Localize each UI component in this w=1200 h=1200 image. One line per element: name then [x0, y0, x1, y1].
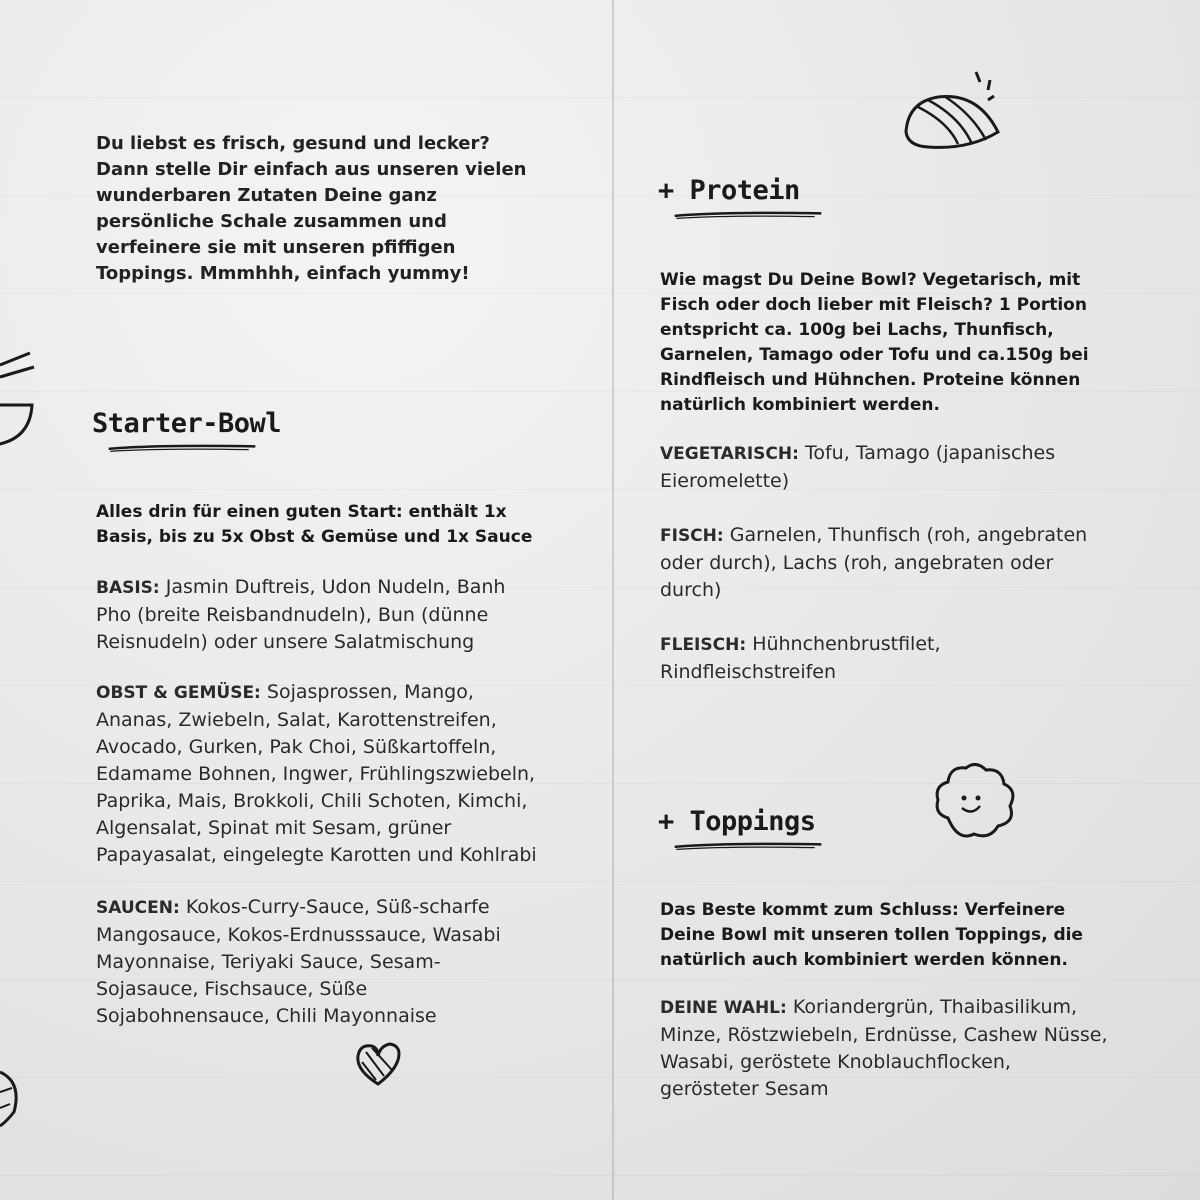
intro-text: Du liebst es frisch, gesund und lecker? Dann stelle Dir einfach aus unseren vielen wunderbaren Zutaten Deine ganz persönliche Schale zusammen und verfeinere sie mit unseren pfiffigen Toppings. Mmmhhh, einfach yummy! [96, 133, 527, 284]
wahl-text: Koriandergrün, Thaibasilikum, Minze, Röstzwiebeln, Erdnüsse, Cashew Nüsse, Wasabi, geröstete Knoblauchflocken, gerösteter Sesam [660, 996, 1108, 1100]
starter-bowl-lead: Alles drin für einen guten Start: enthält 1x Basis, bis zu 5x Obst & Gemüse und 1x Sauce [96, 502, 533, 547]
toppings-section [658, 806, 1108, 851]
basis-label: BASIS: [96, 578, 160, 598]
obst-paragraph [96, 679, 546, 869]
saucen-text: Kokos-Curry-Sauce, Süß-scharfe Mangosauce, Kokos-Erdnusssauce, Wasabi Mayonnaise, Teriyaki Sauce, Sesam-Sojasauce, Fischsauce, Süße Sojabohnensauce, Chili Mayonnaise [96, 896, 501, 1027]
vegetarisch-label: VEGETARISCH: [660, 444, 799, 464]
toppings-heading: + Toppings [658, 806, 816, 837]
fisch-text: Garnelen, Thunfisch (roh, angebraten oder durch), Lachs (roh, angebraten oder durch) [660, 524, 1088, 601]
saucen-paragraph [96, 894, 541, 1030]
fisch-label: FISCH: [660, 526, 724, 546]
basis-text: Jasmin Duftreis, Udon Nudeln, Banh Pho (breite Reisbandnudeln), Bun (dünne Reisnudeln) oder unsere Salatmischung [96, 576, 506, 653]
fisch-paragraph [660, 522, 1090, 604]
protein-lead: Wie magst Du Deine Bowl? Vegetarisch, mit Fisch oder doch lieber mit Fleisch? 1 Portion entspricht ca. 100g bei Lachs, Thunfisch, Garnelen, Tamago oder Tofu und ca.150g bei Rindfleisch und Hühnchen. Proteine können natürlich kombiniert werden. [660, 270, 1089, 415]
toppings-lead: Das Beste kommt zum Schluss: Verfeinere Deine Bowl mit unseren tollen Toppings, die natürlich auch kombiniert werden können. [660, 900, 1083, 970]
protein-section [658, 175, 1108, 220]
vegetarisch-text: Tofu, Tamago (japanisches Eieromelette) [660, 442, 1056, 492]
obst-label: OBST & GEMÜSE: [96, 683, 261, 703]
fleisch-paragraph [660, 631, 1090, 686]
saucen-label: SAUCEN: [96, 898, 180, 918]
heart-icon [352, 1040, 404, 1088]
fleisch-text: Hühnchenbrustfilet, Rindfleischstreifen [660, 633, 941, 683]
bowl-chopsticks-icon [0, 345, 40, 455]
starter-bowl-heading: Starter-Bowl [92, 408, 282, 439]
protein-heading: + Protein [658, 175, 800, 206]
heading-underline [658, 210, 838, 220]
wahl-paragraph [660, 994, 1110, 1103]
heading-underline [92, 443, 272, 453]
vegetarisch-paragraph [660, 440, 1090, 495]
wahl-label: DEINE WAHL: [660, 998, 787, 1018]
salmon-icon [898, 62, 1008, 157]
leaf-icon [0, 1062, 24, 1132]
smiling-cloud-icon [928, 758, 1020, 846]
heading-underline [658, 841, 838, 851]
starter-bowl-section [92, 408, 542, 453]
obst-text: Sojasprossen, Mango, Ananas, Zwiebeln, Salat, Karottenstreifen, Avocado, Gurken, Pak Choi, Süßkartoffeln, Edamame Bohnen, Ingwer, Frühlingszwiebeln, Paprika, Mais, Brokkoli, Chili Schoten, Kimchi, Algensalat, Spinat mit Sesam, grüner Papayasalat, eingelegte Karotten und Kohlrabi [96, 681, 537, 866]
basis-paragraph [96, 574, 541, 656]
fleisch-label: FLEISCH: [660, 635, 747, 655]
fold-line [612, 0, 614, 1200]
